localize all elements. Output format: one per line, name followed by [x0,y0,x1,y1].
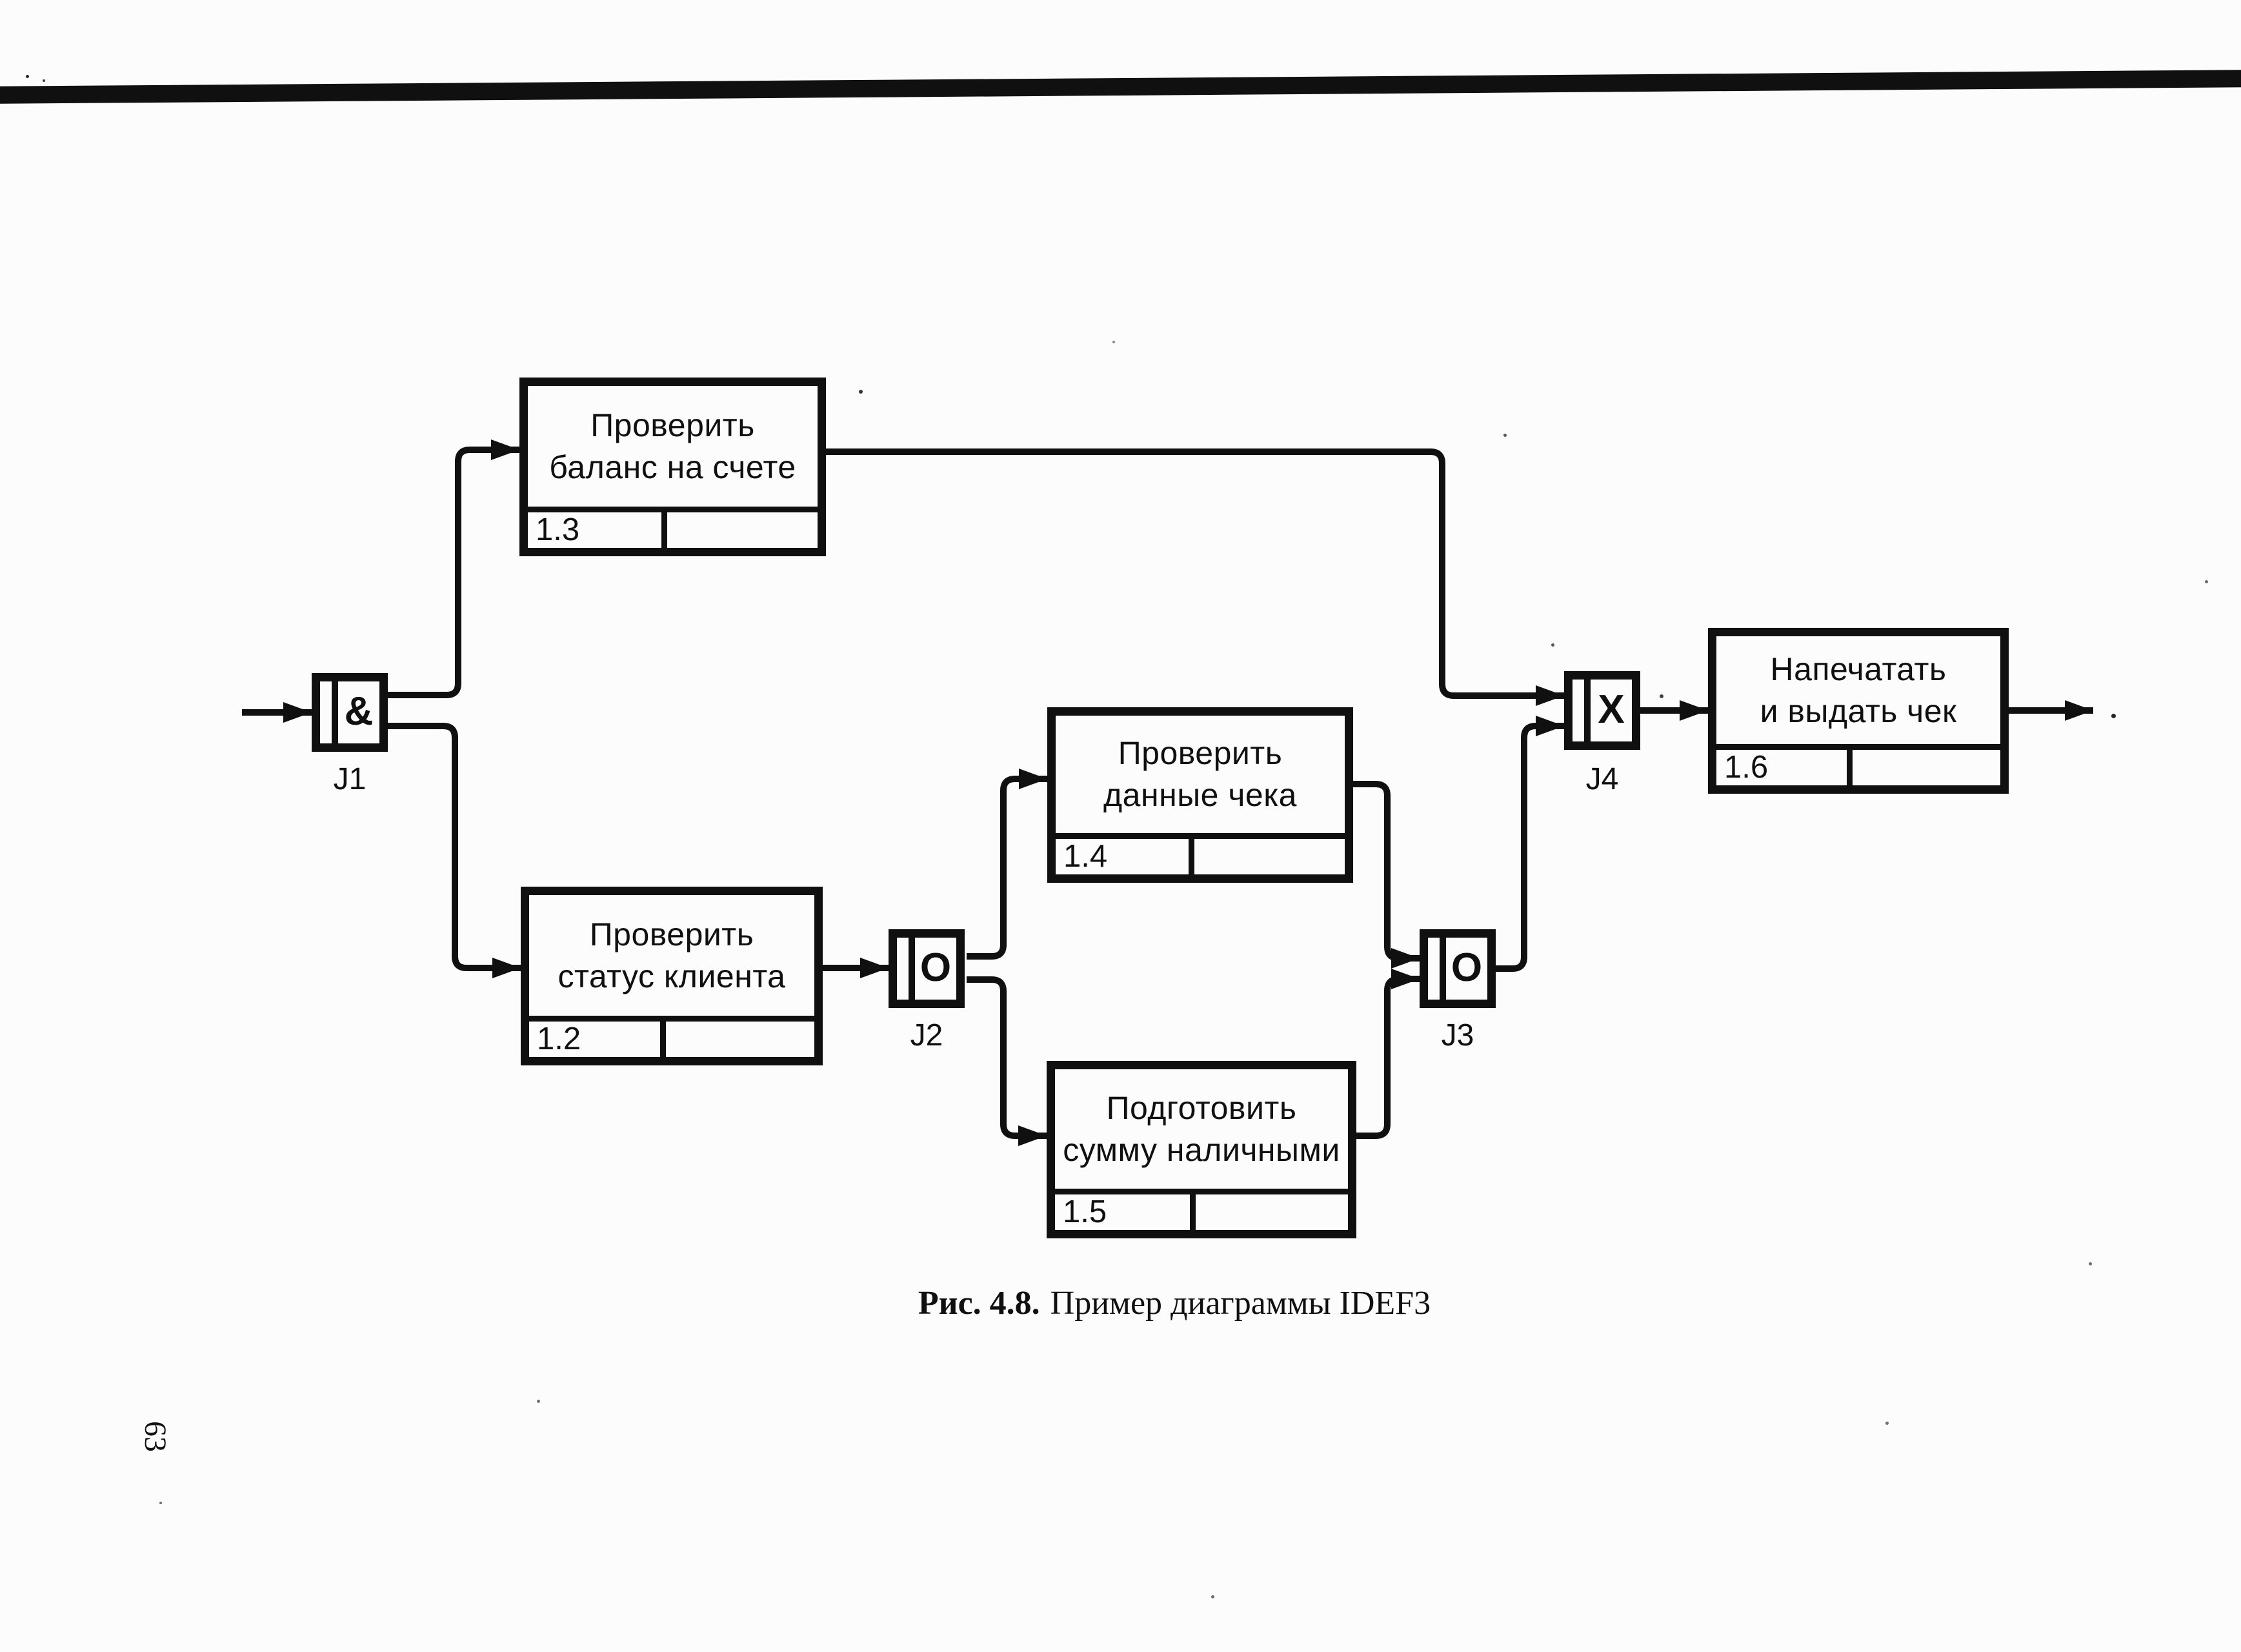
junction-input-strip [320,681,338,743]
activity-title-line2: и выдать чек [1760,692,1957,729]
junction-box-j4 [1564,671,1640,750]
wire-activity-1-3-to-j4 [826,452,1564,696]
junction-label-j4: J4 [1585,762,1619,796]
figure-caption-title: Пример диаграммы IDEF3 [1050,1285,1431,1322]
junction-box-j2 [889,929,965,1008]
page-number: 63 [138,1421,172,1452]
junction-label-j1: J1 [333,762,367,796]
activity-title [1716,636,2000,744]
activity-strip-cell [666,1022,814,1057]
activity-title [1056,716,1345,833]
activity-footer-strip [1056,833,1345,874]
activity-box-1-5 [1047,1061,1356,1238]
junction-symbol-or: O [920,945,952,990]
activity-title-line2: баланс на счете [549,448,796,485]
activity-title-line2: статус клиента [558,958,786,994]
activity-strip-cell [1194,839,1345,874]
junction-box-j1 [312,673,388,752]
activity-title [529,895,814,1016]
activity-title-line2: сумму наличными [1063,1131,1340,1168]
activity-number: 1.6 [1716,750,1853,785]
junction-symbol-or: O [1451,945,1483,990]
activity-strip-cell [1853,750,2000,785]
wire-j3-to-j4 [1496,726,1564,969]
activity-title-line1: Проверить [590,407,755,443]
activity-title [1055,1069,1348,1189]
activity-number: 1.5 [1055,1194,1196,1230]
junction-input-strip [1573,680,1591,741]
activity-strip-cell [667,512,818,548]
activity-number: 1.3 [528,512,667,548]
wire-j2-to-activity-1-4 [967,779,1047,956]
activity-footer-strip [529,1016,814,1057]
figure-caption-label: Рис. 4.8. [918,1285,1040,1322]
junction-symbol-xor: X [1598,687,1625,732]
wire-j1-to-activity-1-2 [388,726,521,968]
activity-title-line1: Проверить [1118,735,1283,771]
activity-box-1-2 [521,887,823,1065]
activity-title [528,386,818,507]
activity-number: 1.4 [1056,839,1194,874]
activity-strip-cell [1196,1194,1348,1230]
activity-box-1-3 [519,378,826,556]
activity-title-line2: данные чека [1103,777,1297,813]
wire-activity-1-5-to-j3 [1356,979,1420,1136]
junction-box-j3 [1420,929,1496,1008]
wire-activity-1-4-to-j3 [1353,784,1420,958]
activity-footer-strip [528,507,818,548]
junction-input-strip [1428,938,1446,1000]
activity-title-line1: Подготовить [1106,1089,1297,1126]
junction-label-j2: J2 [910,1018,943,1053]
activity-number: 1.2 [529,1022,666,1057]
junction-symbol-and: & [344,689,374,734]
activity-footer-strip [1716,744,2000,785]
wire-j2-to-activity-1-5 [967,980,1047,1136]
activity-title-line1: Проверить [589,916,754,952]
junction-label-j3: J3 [1441,1018,1474,1053]
wire-j1-to-activity-1-3 [388,450,519,695]
activity-box-1-6 [1708,628,2009,794]
figure-caption [884,1284,1465,1322]
junction-input-strip [897,938,915,1000]
activity-footer-strip [1055,1189,1348,1230]
activity-box-1-4 [1047,707,1353,883]
activity-title-line1: Напечатать [1770,650,1947,687]
